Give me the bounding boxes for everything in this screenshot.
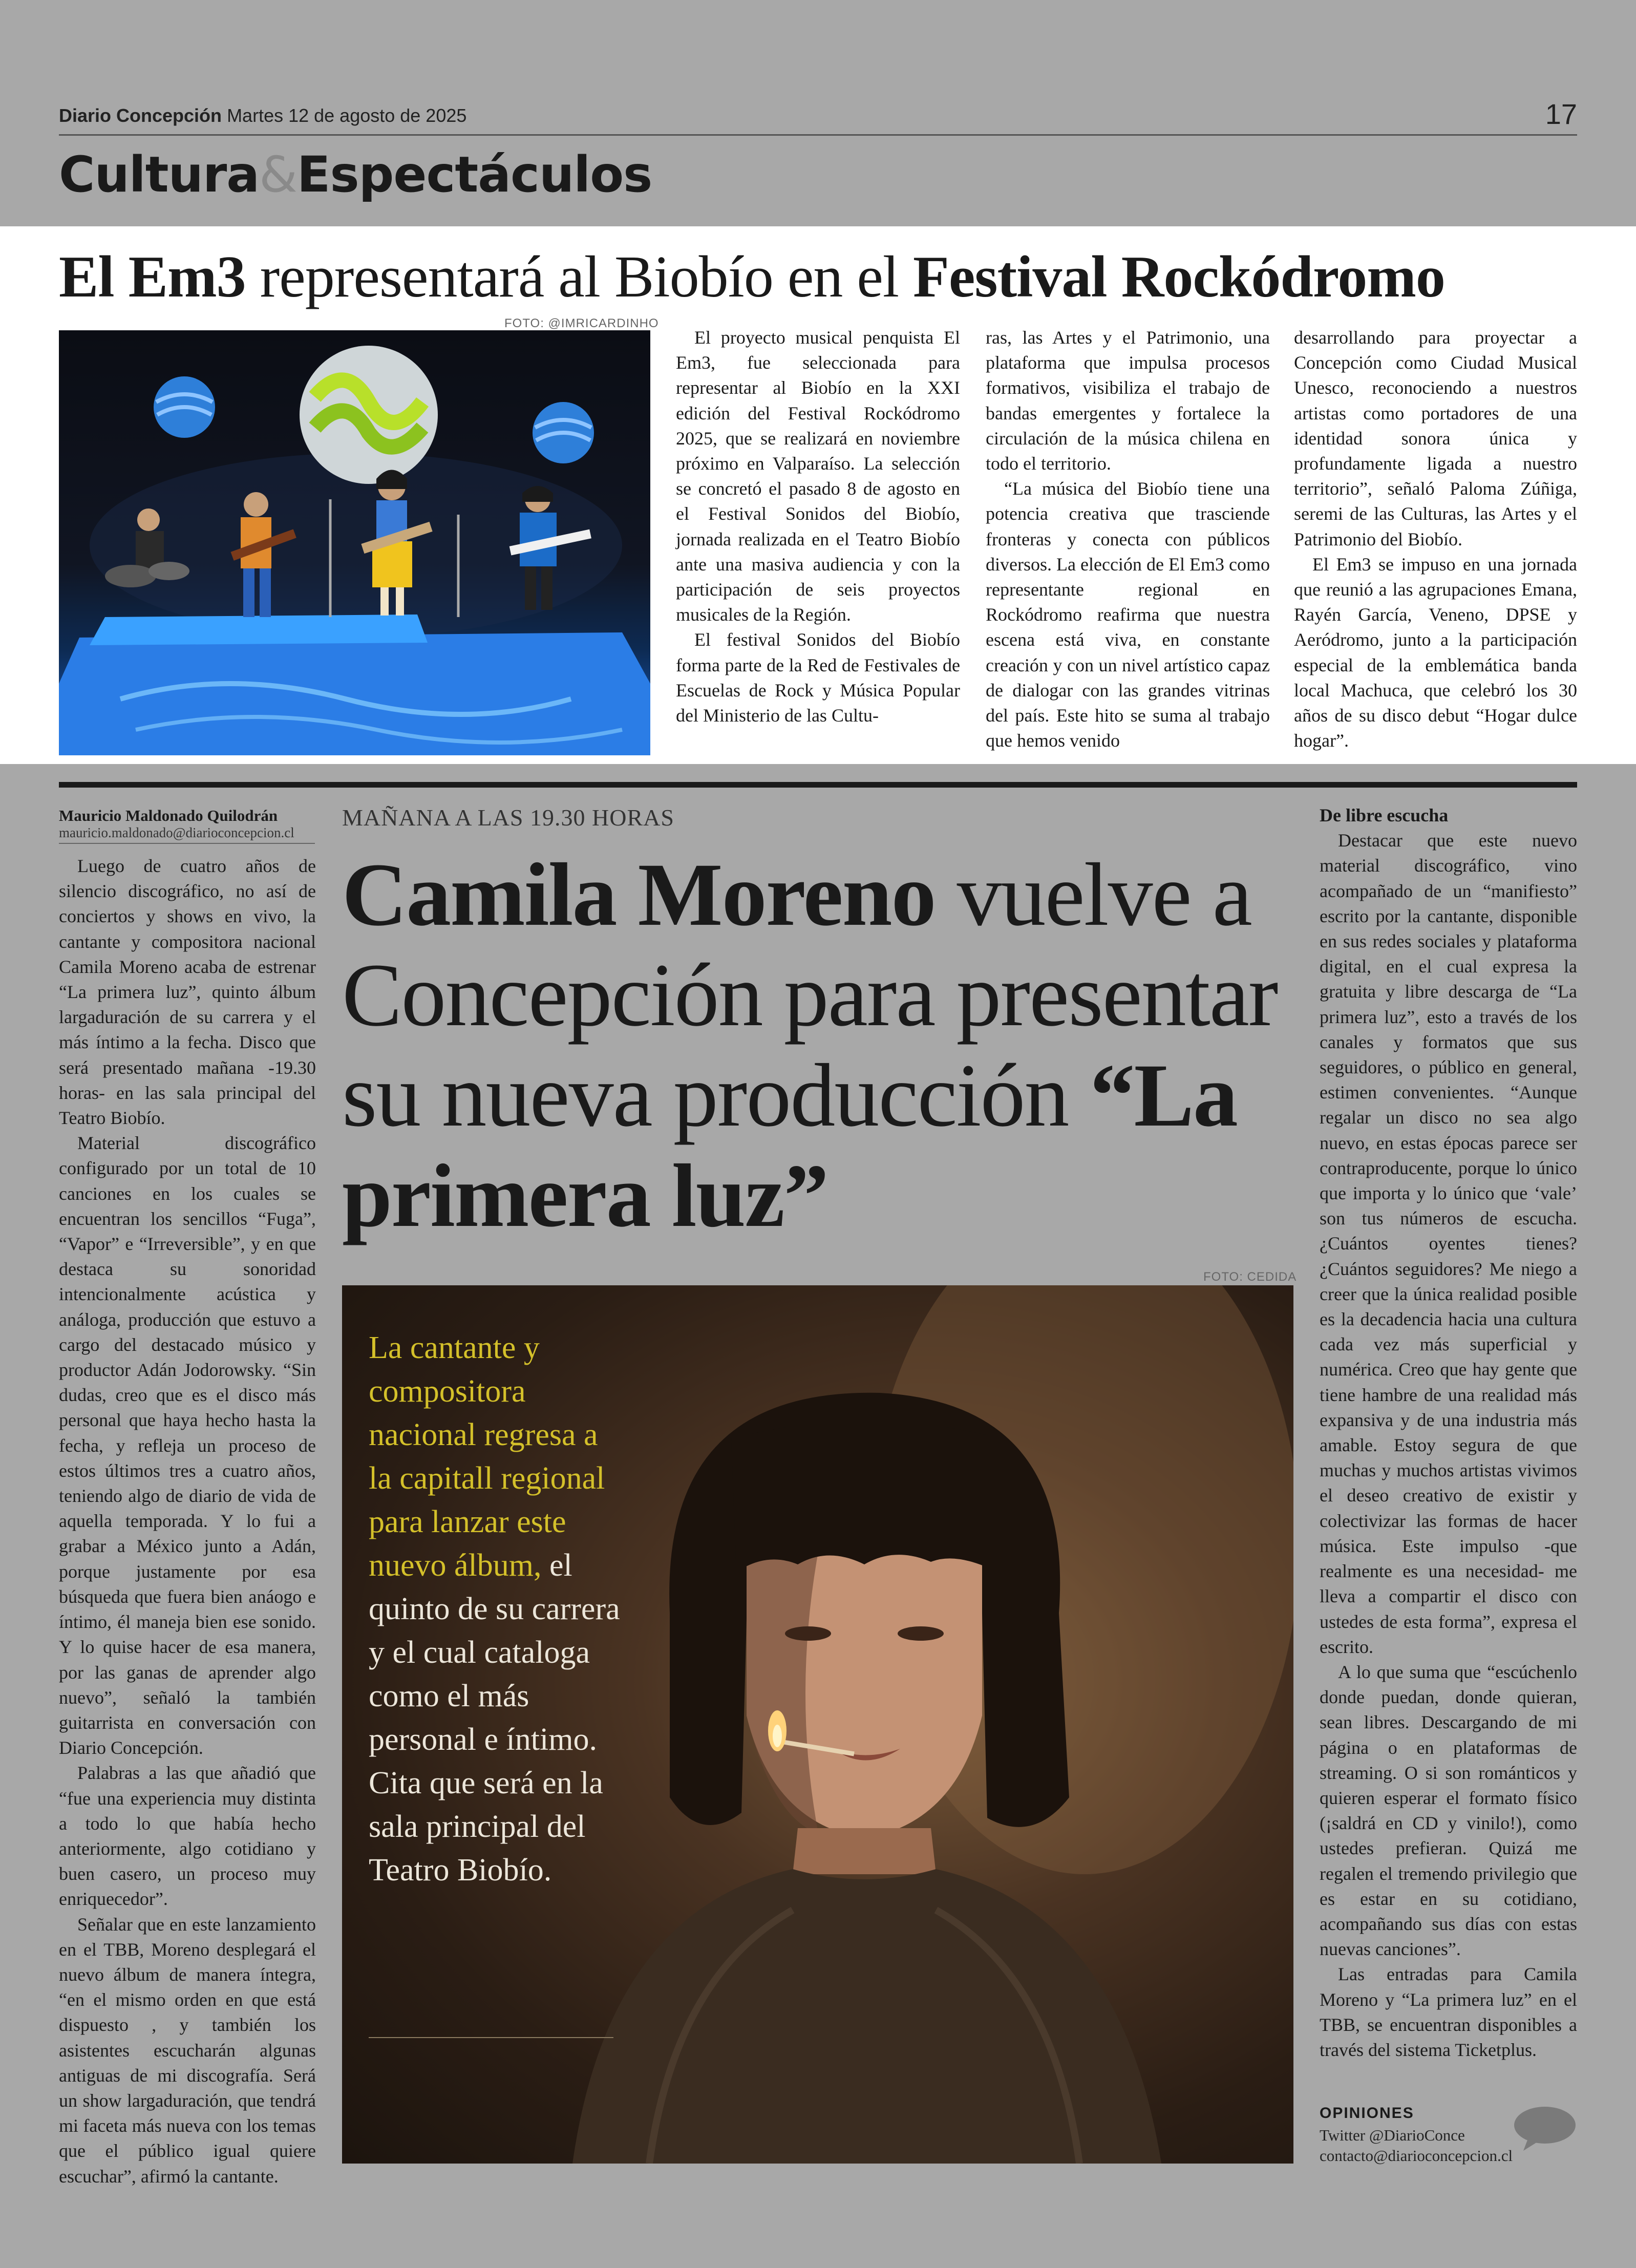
- section-ampersand: &: [259, 146, 297, 203]
- pull-quote-rest: el quinto de su carrera y el cual cataloga como el más personal e íntimo. Cita que será en la sala principal del Teatro Biobío.: [369, 1548, 620, 1888]
- article1-column-1: [676, 325, 960, 728]
- paragraph: Señalar que en este lanzamiento en el TBB, Moreno desplegará el nuevo álbum de manera íntegra, “en el mismo orden en que está dispuesto , y también los asistentes escucharán algunas antiguas de mi discografía. Será un show largaduración, que tendrá mi faceta más nueva con los temas que el público igual quiere escuchar”, afirmó la cantante.: [59, 1914, 316, 2187]
- paragraph: Material discográfico configurado por un total de 10 canciones en los cuales se encuentran los sencillos “Fuga”, “Vapor” e “Irreversible”, y en que destaca su sonoridad intencionalmente acústica y análoga, producción que estuvo a cargo del destacado músico y productor Adán Jodorowsky. “Sin dudas, creo que es el disco más personal que haya hecho hasta la fecha, y refleja un proceso de estos últimos tres a cuatro años, teniendo algo de diario de vida de aquella temporada. Y lo fui a grabar a México junto a Adán, porque justamente por esa búsqueda que fuera bien anáogo e íntimo, él maneja bien ese sonido. Y lo quise hacer de esa manera, por las ganas de aprender algo nuevo”, señaló la también guitarrista en conversación con Diario Concepción.: [59, 1133, 316, 1758]
- article2-photo-credit: FOTO: CEDIDA: [1203, 1270, 1297, 1284]
- opinions-twitter[interactable]: Twitter @DiarioConce: [1320, 2126, 1465, 2144]
- band-concert-illustration: [59, 330, 650, 755]
- article1-headline: [59, 243, 1445, 311]
- headline2-bold-b: “La primera luz”: [342, 1046, 1237, 1246]
- article1-column-3: [1294, 325, 1577, 753]
- article2-right-column: [1320, 803, 1577, 2063]
- section-divider: [59, 782, 1577, 788]
- article2-headline: [342, 845, 1300, 1246]
- section-sub: Espectáculos: [296, 146, 652, 203]
- pull-quote-highlight: La cantante y compositora nacional regresa a la capitall regional para lanzar este nuevo álbum,: [369, 1330, 605, 1583]
- header-dateline: [59, 105, 466, 126]
- paragraph: El Em3 se impuso en una jornada que reunió a las agrupaciones Emana, Rayén García, Veneno, DPSE y Aeródromo, junto a la participación especial de la emblemática banda local Machuca, que celebró los 30 años de su disco debut “Hogar dulce hogar”.: [1294, 554, 1577, 751]
- article2-left-column: [59, 854, 316, 2189]
- paragraph: “La música del Biobío tiene una potencia creativa que trasciende fronteras y conecta con públicos diversos. La elección de El Em3 como representante regional en Rockódromo reafirma que nuestra escena está viva, en constante creación y con un nivel artístico capaz de dialogar con las grandes vitrinas del país. Este hito se suma al trabajo que hemos venido: [986, 478, 1270, 751]
- speech-bubble-icon: [1513, 2106, 1577, 2151]
- article1-column-2: [986, 325, 1270, 753]
- article1-photo-credit: FOTO: @IMRICARDINHO: [504, 316, 659, 330]
- headline2-mid: vuelve a Concepción para presentar su nueva producción: [342, 845, 1278, 1146]
- headline1-bold-b: Festival Rockódromo: [913, 244, 1445, 310]
- opinions-contacts: [1320, 2125, 1513, 2166]
- paragraph: Destacar que este nuevo material discográfico, vino acompañado de un “manifiesto” escrito por la cantante, disponible en sus redes sociales y plataforma digital, en el cual expresa la gratuita y libre descarga de “La primera luz”, esto a través de los canales y formatos que sus seguidores, o público en general, estimen convenientes. “Aunque regalar un disco no sea algo nuevo, en estas épocas parece ser contraproducente, porque lo único que importa y lo único que ‘vale’ son tus números de escucha. ¿Cuántos oyentes tienes? ¿Cuántos seguidores? Me niego a creer que la única realidad posible es la decadencia hacia una cultura cada vez más superficial y numérica. Creo que hay gente que tiene hambre de una realidad más expansiva y de una industria más amable. Estoy segura de que muchas y muchos artistas vivimos el deseo creativo de existir y colectivizar las formas de hacer música. Este impulso -que realmente es una necesidad- me lleva a compartir el disco con ustedes de esta forma”, expresa el escrito.: [1320, 830, 1577, 1657]
- section-main: Cultura: [59, 146, 260, 203]
- paragraph: A lo que suma que “escúchenlo donde puedan, donde quieran, sean libres. Descargando de mi página o en plataformas de streaming. O si son románticos y quieren esperar el formato físico (¡saldrá en CD y vinilo!), como ustedes prefieran. Quizá me regalen el tremendo privilegio que es estar en su cotidiano, acompañando sus días con estas nuevas canciones”.: [1320, 1661, 1577, 1960]
- issue-date: Martes 12 de agosto de 2025: [227, 105, 467, 126]
- header-rule: [59, 134, 1577, 136]
- pull-quote: [369, 1326, 625, 1892]
- paragraph: desarrollando para proyectar a Concepción como Ciudad Musical Unesco, reconociendo a nuestros artistas como portadores de una identidad sonora única y profundamente ligada a nuestro territorio”, señaló Paloma Zúñiga, seremi de las Culturas, las Artes y el Patrimonio del Biobío.: [1294, 327, 1577, 549]
- author-byline: [59, 807, 315, 844]
- pull-quote-rule: [369, 2037, 613, 2038]
- paragraph: El proyecto musical penquista El Em3, fue seleccionada para representar al Biobío en la XXI edición del Festival Rockódromo 2025, que se realizará en noviembre próximo en Valparaíso. La selección se concretó el pasado 8 de agosto en el Festival Sonidos del Biobío, jornada realizada en el Teatro Biobío ante una masiva audiencia y con la participación de seis proyectos musicales de la Región.: [676, 327, 960, 625]
- author-email: mauricio.maldonado@diarioconcepcion.cl: [59, 825, 315, 844]
- paragraph: ras, las Artes y el Patrimonio, una plataforma que impulsa procesos formativos, visibiliza el trabajo de bandas emergentes y fortalece la circulación de la música chilena en todo el territorio.: [986, 327, 1270, 474]
- page-number: 17: [1545, 98, 1577, 130]
- opinions-email[interactable]: contacto@diarioconcepcion.cl: [1320, 2147, 1513, 2165]
- paragraph: Palabras a las que añadió que “fue una experiencia muy distinta a todo lo que había hecho anteriormente, algo cotidiano y buen casero, un proceso muy enriquecedor”.: [59, 1763, 316, 1910]
- headline1-bold-a: El Em3: [59, 244, 246, 310]
- paragraph: Luego de cuatro años de silencio discográfico, no así de conciertos y shows en vivo, la cantante y compositora nacional Camila Moreno acaba de estrenar “La primera luz”, quinto álbum largaduración de su carrera y el más íntimo a la fecha. Disco que será presentado mañana -19.30 horas- en las sala principal del Teatro Biobío.: [59, 856, 316, 1129]
- author-name: Mauricio Maldonado Quilodrán: [59, 807, 278, 824]
- article2-kicker: MAÑANA A LAS 19.30 HORAS: [342, 804, 674, 831]
- section-title: [59, 146, 652, 203]
- right-subhead: De libre escucha: [1320, 805, 1449, 825]
- newspaper-name: Diario Concepción: [59, 105, 222, 126]
- paragraph: El festival Sonidos del Biobío forma parte de la Red de Festivales de Escuelas de Rock y Música Popular del Ministerio de las Cultu-: [676, 629, 960, 726]
- paragraph: Las entradas para Camila Moreno y “La primera luz” en el TBB, se encuentran disponibles a través del sistema Ticketplus.: [1320, 1964, 1577, 2060]
- headline2-bold-a: Camila Moreno: [342, 845, 936, 945]
- opinions-title: OPINIONES: [1320, 2105, 1414, 2122]
- headline1-mid: representará al Biobío en el: [245, 244, 913, 310]
- band-concert-photo: [59, 330, 650, 755]
